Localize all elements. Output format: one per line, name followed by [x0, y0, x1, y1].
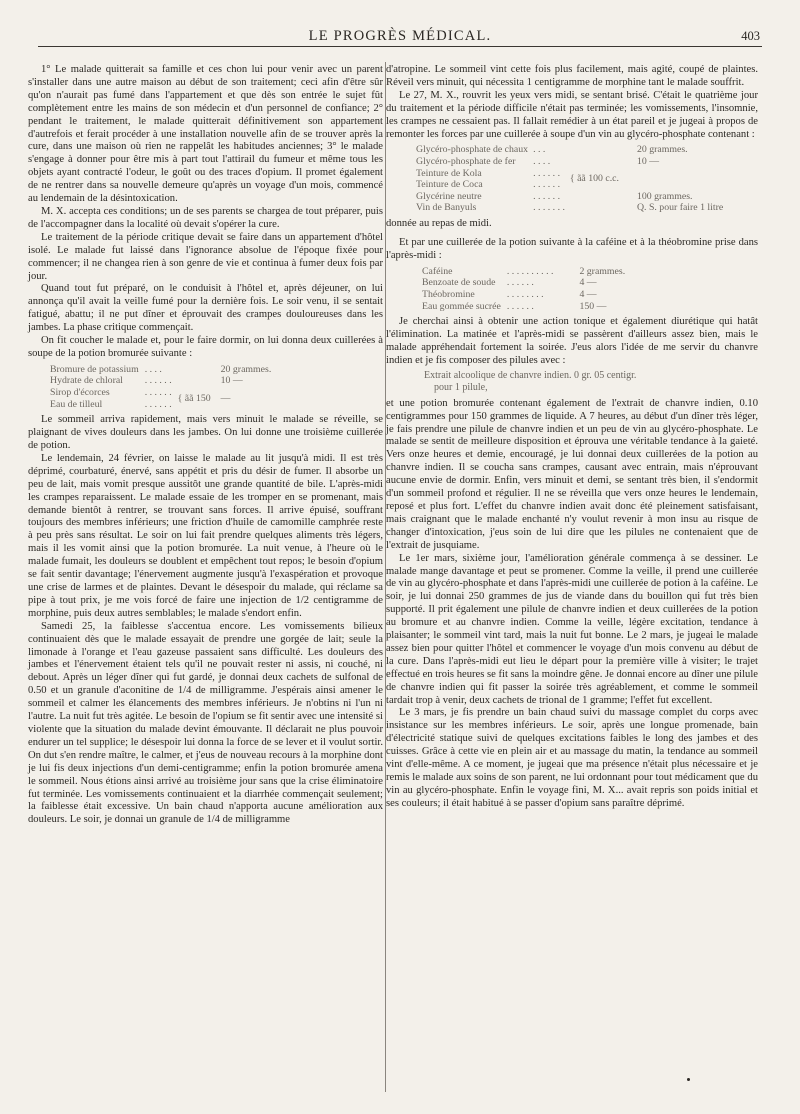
- pill-line: Extrait alcoolique de chanvre indien. 0 gr. 05 centigr.: [424, 369, 637, 381]
- paragraph: On fit coucher le malade et, pour le faire dormir, on lui donna deux cuillerées à soupe de la potion bromurée suivante :: [28, 335, 383, 359]
- formula-row: [422, 266, 625, 278]
- ingredient-name: Teinture de Coca: [416, 179, 483, 191]
- formula-brace: [570, 191, 619, 203]
- right-column: [386, 64, 758, 811]
- formula-row: [416, 202, 723, 214]
- leader-dots: . . . . . . . .: [506, 288, 544, 300]
- formula-row: [422, 301, 625, 313]
- formula-row: [416, 191, 723, 203]
- leader-dots: . . . . . .: [506, 300, 534, 312]
- leader-dots: . . . . . .: [144, 387, 172, 399]
- paragraph: Je cherchai ainsi à obtenir une action tonique et également diurétique qui hatât l'élimination. La matinée et l'après-midi se passèrent d'ailleurs assez bien, mais le malade appréhendait fortement la soirée. J'eus alors l'idée de me servir du chanvre indien et je fis composer des pilules avec :: [386, 316, 758, 366]
- formula-brace-dash: —: [220, 392, 231, 404]
- leader-dots: . . . . . .: [533, 167, 561, 179]
- ingredient-name: Théobromine: [422, 288, 475, 300]
- ingredient-qty: 2 grammes.: [579, 265, 626, 277]
- formula-row: [50, 364, 271, 376]
- formula-row: [422, 289, 625, 301]
- formula-row: [416, 144, 723, 156]
- ingredient-qty: 20 grammes.: [636, 144, 688, 156]
- formula-brace: [570, 202, 619, 214]
- leader-dots: . . . . . . . . . .: [506, 265, 554, 277]
- paragraph: Le traitement de la période critique devait se faire dans un appartement d'hôtel isolé. Le malade fut laissé dans l'ignorance absolue de l'époque fixée pour commencer; il ne changea rien à son genre de vie et continua à fumer deux fois par jour.: [28, 231, 383, 282]
- ingredient-name: Bromure de potassium: [50, 363, 139, 375]
- leader-dots: . . . . . .: [144, 398, 172, 410]
- ingredient-qty: 10 —: [636, 156, 660, 168]
- formula-row: [50, 375, 271, 387]
- ingredient-name: Caféine: [422, 265, 453, 277]
- paragraph: M. X. accepta ces conditions; un de ses parents se chargea de tout préparer, puis de l'accompagner dans la localité où devait s'opérer la cure.: [28, 205, 383, 230]
- ingredient-name: Glycéro-phosphate de fer: [416, 156, 516, 168]
- leader-dots: . . . .: [144, 363, 162, 375]
- leader-dots: . . . . . . .: [533, 202, 565, 214]
- ingredient-qty: [619, 168, 723, 191]
- formula-row: [50, 387, 271, 399]
- ingredient-name: Vin de Banyuls: [416, 202, 477, 214]
- formula-row: [416, 168, 723, 180]
- paragraph: 1° Le malade quitterait sa famille et ces chon lui pour venir avec un parent s'installer dans une autre maison au début de son traitement; ceci afin d'être sûr qu'on n'aurait pas fumé dans l'appartement et que dès son entrée le sujet fût complètement entre les mains de son médecin et d'un personnel de confiance; 2° pendant le traitement, le malade quitterait définitivement son appartement d'autrefois et ferait procéder à une installation nouvelle afin de se trouver après la cure, dans une maison où rien ne rappelât les habitudes anciennes; 3° le malade s'engage à donner pour être mis à part tout l'attirail du fumeur et même tous les objets ayant contracté l'odeur, le goût ou des traces d'opium. Il promet également de ne rentrer dans sa nouvelle demeure qu'après un voyage d'un mois, commencé au lendemain de la désintoxication.: [28, 64, 383, 205]
- ingredient-name: Eau gommée sucrée: [422, 300, 501, 312]
- formula-glycerophosphate-wine: [416, 144, 758, 214]
- paragraph: Le 1er mars, sixième jour, l'amélioration générale commença à se dessiner. Le malade mange davantage et peut se promener. Comme la veille, il prend une cuillerée de vin au glycéro-phosphate et dans l'après-midi une cuillerée de potion à la caféine. Le soir, je lui donnai 250 grammes de jus de viande dans du bouillon qui fut très bien supporté. Il prit également une pilule de chanvre indien et deux cuillerées de la potion au bromure et au chanvre indien. Comme la veille, légère excitation, tendance à plaisanter; le sommeil vint tard, mais la nuit fut bonne. Le 2 mars, je jugeai le malade assez bien pour quitter l'hôtel et commencer le voyage d'un mois convenu au début de la cure. Dans l'après-midi eut lieu le départ pour la première ville à visiter; le trajet effectué en trois heures se fit sans la moindre gêne. Je donnai encore au dîner une pilule de chanvre indien qui fit passer la soirée très agréablement, et comme le sommeil tardait trop à venir, deux cachets de trional de 1 gramme; l'effet fut excellent.: [386, 552, 758, 706]
- ingredient-qty: 20 grammes.: [220, 363, 272, 375]
- paragraph: et une potion bromurée contenant également de l'extrait de chanvre indien, 0.10 centigrammes pour 150 grammes de liquide. A 7 heures, au début d'un dîner très léger, je fais prendre une pilule de chanvre indien et un peu de vin au glycéro-phosphate. Le malade se sentit de meilleure disposition et éprouva une véritable tendance à la gaieté. Vers onze heures et demie, encouragé, je lui donnai deux cuillerées de la potion au chanvre indien. Il se coucha sans crampes, causant avec entrain, mais n'éprouvant aucune envie de dormir. Enfin, vers minuit et demi, se sentant très bien, il s'endormit d'un sommeil profond et régulier. Il ne se réveilla que vers onze heures le lendemain, reposé et plus fort. L'effet du chanvre indien avait donc été pleinement satisfaisant, mais craignant que le malade enchanté n'y voulut revenir à mon insu au risque de changer d'intoxication, j'eus soin de lui dire que les pilules ne contenaient que de l'extrait de jusquiame.: [386, 397, 758, 551]
- paragraph: Le 3 mars, je fis prendre un bain chaud suivi du massage complet du corps avec insistance sur les membres inférieurs. Le soir, après une longue promenade, bain d'électricité statique suivi de quelques excitations faibles le long des jambes et des cuisses. Grâce à cette vie en plein air et au massage du matin, la tendance au sommeil vint d'elle-même. A ce moment, je jugeai que ma présence n'était plus nécessaire et je remis le malade aux soins de son parent, ne lui ordonnant pour tout médicament que du vin au glycéro-phosphate. Enfin le voyage fini, M. X... avait repris son poids initial et ses couleurs; il était habitué à se passer d'opium sans paraître déprimé.: [386, 707, 758, 809]
- ingredient-name: Teinture de Kola: [416, 167, 482, 179]
- paragraph: donnée au repas de midi.: [386, 218, 492, 229]
- journal-title: LE PROGRÈS MÉDICAL.: [308, 28, 492, 44]
- leader-dots: . . . . . .: [533, 190, 561, 202]
- formula-row: [422, 277, 625, 289]
- leader-dots: . . . . . .: [533, 179, 561, 191]
- ingredient-name: Benzoate de soude: [422, 277, 496, 289]
- ingredient-name: Eau de tilleul: [50, 398, 103, 410]
- paragraph: Le 27, M. X., rouvrit les yeux vers midi, se sentant brisé. C'était le quatrième jour du traitement et la période difficile n'était pas terminée; les vomissements, l'insomnie, les crampes ne cessaient pas. Il fallait remédier à un état pareil et je jugeai à propos de remonter les forces par une cuillerée à soupe d'un vin au glycéro-phosphate contenant :: [386, 89, 758, 140]
- paragraph: Le lendemain, 24 février, on laisse le malade au lit jusqu'à midi. Il est très déprimé, courbaturé, énervé, sans appétit et pris du désir de fumer. Il absorbe un peu de lait, mais vomit presque aussitôt une grande quantité de bile. L'après-midi les crampes reparaissent. Le malade essaie de les tromper en se promenant, mais demande bientôt à rentrer, se trouvant sans forces. Il arrive épuisé, souffrant toujours des membres inférieurs; une friction d'huile de camomille camphrée reste à peu près sans résultat. Le soir on lui fait prendre quelques aliments très légers, mais il les vomit ainsi que la potion bromurée. La nuit venue, à l'heure où le malade fumait, les douleurs se doublent et empêchent tout repos; le besoin d'opium se fait sentir davantage; l'énervement augmente jusqu'à l'exaspération et provoque une crise de larmes et de plaintes. Devant le désespoir du malade, qui réclame sa pipe à tout prix, je me vois forcé de faire une injection de 1/2 centigramme de morphine, puis deux autres semblables; le malade s'endort enfin.: [28, 452, 383, 619]
- leader-dots: . . . .: [533, 156, 551, 168]
- leader-dots: . . . . . .: [144, 375, 172, 387]
- formula-bromide-potion: [50, 364, 383, 410]
- formula-brace: { ãã 150: [177, 392, 211, 404]
- ingredient-qty: 100 grammes.: [636, 190, 693, 202]
- paragraph: Et par une cuillerée de la potion suivante à la caféine et à la théobromine prise dans l'après-midi :: [386, 236, 758, 261]
- leader-dots: . . .: [533, 144, 546, 156]
- ingredient-qty: Q. S. pour faire 1 litre: [636, 202, 724, 214]
- formula-caffeine-potion: [422, 266, 758, 312]
- print-speck: [687, 1078, 690, 1081]
- left-column: [28, 64, 383, 827]
- pill-line: pour 1 pilule,: [434, 381, 488, 393]
- ingredient-qty: 4 —: [579, 288, 597, 300]
- paragraph: d'atropine. Le sommeil vint cette fois plus facilement, mais agité, coupé de plaintes. Réveil vers minuit, qui nécessita 1 centigramme de morphine tant le malade souffrit.: [386, 64, 758, 88]
- formula-brace: { ãã 100 c.c.: [569, 173, 619, 185]
- ingredient-name: Glycéro-phosphate de chaux: [416, 144, 529, 156]
- leader-dots: . . . . . .: [506, 277, 534, 289]
- paragraph: Le sommeil arriva rapidement, mais vers minuit le malade se réveille, se plaignant de vives douleurs dans les jambes. On lui donne une troisième cuillerée de potion.: [28, 414, 383, 452]
- ingredient-qty: 150 —: [579, 300, 607, 312]
- formula-row: [416, 156, 723, 168]
- ingredient-qty: 10 —: [220, 375, 243, 387]
- pill-prescription: [424, 370, 758, 394]
- ingredient-name: Sirop d'écorces: [50, 387, 110, 399]
- ingredient-name: Hydrate de chloral: [50, 375, 123, 387]
- paragraph: Samedi 25, la faiblesse s'accentua encore. Les vomissements bilieux continuaient dès que le malade essayait de prendre une gorgée de lait; seule la limonade à l'orange et l'eau gazeuse passaient sans difficulté. Les douleurs des jambes et l'énervement étaient tels qu'il ne pouvait rester ni assis, ni couché, ni debout. Après un léger dîner qui fut gardé, je donnai deux cachets de sulfonal de 0.50 et un granule d'aconitine de 1/4 de milligramme. J'espérais ainsi amener le sommeil et calmer les élancements des membres inférieurs. Je n'obtins ni l'un ni l'autre. La nuit fut très agitée. Le besoin de l'opium se fit sentir avec une intensité si violente que la situation du malade devint émouvante. Il déclarait ne plus pouvoir endurer un tel supplice; le désespoir lui donna la force de se lever et il voulut sortir. On dut s'en rendre maître, le calmer, et j'eus de nouveau recours à la morphine dont je lui fis deux injections d'un demi-centigramme; enfin la potion bromurée amena le sommeil. Nous étions ainsi arrivé au troisième jour sans que la crise éliminatoire fut terminée. Les vomissements continuaient et la diarrhée commençait seulement; la faiblesse était excessive. Un bain chaud n'apporta aucune amélioration aux douleurs. Le soir, je donnai un granule de 1/4 de milligramme: [28, 620, 383, 826]
- page-number: 403: [741, 29, 760, 43]
- page-header: [38, 22, 762, 47]
- paragraph: Quand tout fut préparé, on le conduisit à l'hôtel et, après déjeuner, on lui annonça qu'il avait la veille fumé pour la dernière fois. Le soir venu, il se sentait fatigué, abattu; il ne put dîner et éprouvait des crampes douloureuses dans les jambes. La phase critique commençait.: [28, 283, 383, 334]
- ingredient-qty: 4 —: [579, 277, 597, 289]
- ingredient-name: Glycérine neutre: [416, 190, 482, 202]
